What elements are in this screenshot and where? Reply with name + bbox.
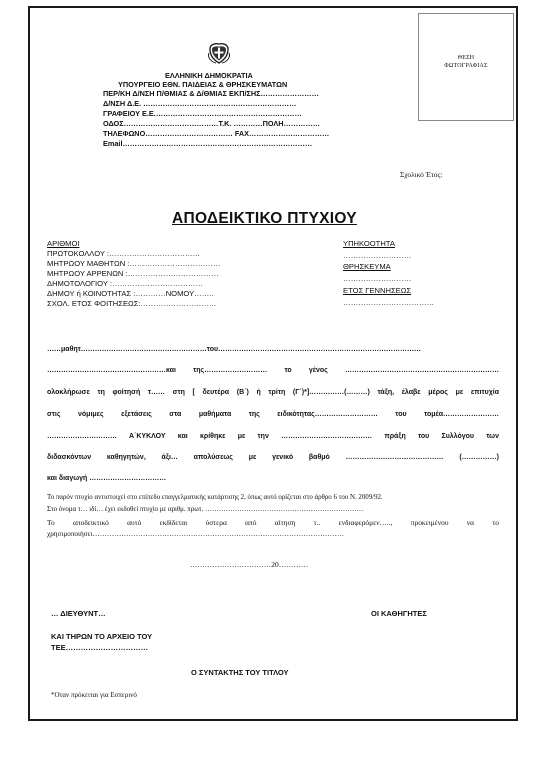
archive-school-label: ΤΕΕ…………………………… xyxy=(51,643,149,652)
note-issued-upon-request: Το αποδεικτικό αυτό εκδίδεται ύστερα από αίτηση τ.. ενδιαφερόμεν….., προκειμένου να το xyxy=(47,518,499,527)
header-office: ΓΡΑΦΕΙΟΥ Ε.Ε.…………………………………………………… xyxy=(103,109,302,118)
field-student-register: ΜΗΤΡΩΟΥ ΜΑΘΗΤΩΝ :……………………………… xyxy=(47,259,221,268)
header-phone-fax: ΤΗΛΕΦΩΝΟ……………………………… FAX…………………………… xyxy=(103,129,330,138)
field-protocol: ΠΡΩΤΟΚΟΛΛΟΥ :……………………………… xyxy=(47,249,201,258)
birth-year-blank: ……………………………… xyxy=(343,298,435,307)
body-line-cycle: ………………………… Α΄ΚΥΚΛΟΥ και κρίθηκε με την ………………………………… πράξη του Συλλόγου των xyxy=(47,433,499,440)
header-email: Email…………………………………………………………………… xyxy=(103,139,313,148)
header-ministry: ΥΠΟΥΡΓΕΙΟ ΕΘΝ. ΠΑΙΔΕΙΑΣ & ΘΡΗΣΚΕΥΜΑΤΩΝ xyxy=(118,80,288,89)
nationality-blank: ……………………… xyxy=(343,251,412,260)
field-male-register: ΜΗΤΡΩΟΥ ΑΡΡΕΝΩΝ :……………………………… xyxy=(47,269,219,278)
header-country: ΕΛΛΗΝΙΚΗ ΔΗΜΟΚΡΑΤΙΑ xyxy=(165,71,253,80)
director-signature-label: … ΔΙΕΥΘΥΝΤ… xyxy=(51,609,106,618)
note-use: χρησιμοποιήσει…………………………………………………………………………………………… xyxy=(47,530,345,538)
photo-label-line2: ΦΩΤΟΓΡΑΦΙΑΣ xyxy=(444,63,488,69)
note-level-equivalence: Το παρόν πτυχίο αντιστοιχεί στο επίπεδο επαγγελματικής κατάρτισης 2, όπως αυτό ορίζεται στο άρθρο 6 του Ν. 2009/92. xyxy=(47,494,383,501)
school-year-label: Σχολικό Έτος: xyxy=(400,170,443,179)
body-line-attendance: ολοκλήρωσε τη φοίτησή τ…… στη [ δευτέρα (Β΄) ή τρίτη (Γ΄)*]……………(………) τάξη, έλαβε μέρος με επιτυχία xyxy=(47,389,499,396)
date-line: ……………………………20………… xyxy=(190,560,309,569)
body-line-grade: διδασκόντων καθηγητών, άξι… απολύσεως με γενικό βαθμό …………………………………… (……………) xyxy=(47,454,499,461)
photo-label-line1: ΘΕΣΗ xyxy=(457,55,475,61)
body-line-student: ……μαθητ………………………………………………του…………………………………………………………………………… xyxy=(47,346,422,353)
religion-blank: ……………………… xyxy=(343,274,412,283)
field-attendance-year: ΣΧΟΛ. ΕΤΟΣ ΦΟΙΤΗΣΕΩΣ:………………………… xyxy=(47,299,217,308)
footnote-evening-school: *Οταν πρόκειται για Εσπερινό xyxy=(51,691,137,699)
note-previous-certificate: Στο όνομα τ… ιδί… έχει εκδοθεί πτυχίο με αριθμ. πρωτ. …………………………………………………………… xyxy=(47,506,364,513)
field-municipality-prefecture: ΔΗΜΟΥ ή ΚΟΙΝΟΤΗΤΑΣ :…………ΝΟΜΟΥ…….. xyxy=(47,289,214,298)
archive-keeper-label: ΚΑΙ ΤΗΡΩΝ ΤΟ ΑΡΧΕΙΟ ΤΟΥ xyxy=(51,632,153,641)
numbers-heading: ΑΡΙΘΜΟΙ xyxy=(47,239,80,248)
composer-signature-label: Ο ΣΥΝΤΑΚΤΗΣ ΤΟΥ ΤΙΤΛΟΥ xyxy=(191,668,289,677)
photo-placeholder-box xyxy=(418,13,514,121)
body-line-conduct: και διαγωγή …………………………… xyxy=(47,475,167,482)
birth-year-label: ΕΤΟΣ ΓΕΝΝΗΣΕΩΣ xyxy=(343,286,412,295)
document-sheet xyxy=(28,6,518,721)
header-address: ΟΔΟΣ…………………………………Τ.Κ. …………ΠΟΛΗ…………… xyxy=(103,119,321,128)
document-title: ΑΠΟΔΕΙΚΤΙΚΟ ΠΤΥΧΙΟΥ xyxy=(172,210,357,227)
nationality-label: ΥΠΗΚΟΟΤΗΤΑ xyxy=(343,239,395,248)
body-line-parents: ……………………………………………και της……………………… το γένος ………………………………………………………… xyxy=(47,367,499,374)
religion-label: ΘΡΗΣΚΕΥΜΑ xyxy=(343,262,391,271)
field-municipal-register: ΔΗΜΟΤΟΛΟΓΙΟΥ :……………………………… xyxy=(47,279,204,288)
teachers-signature-label: ΟΙ ΚΑΘΗΓΗΤΕΣ xyxy=(371,609,427,618)
header-directorate: Δ/ΝΣΗ Δ.Ε. ……………………………………………………… xyxy=(103,99,297,108)
header-regional-directorate: ΠΕΡ/ΚΗ Δ/ΝΣΗ Π/ΘΜΙΑΣ & Δ/ΘΜΙΑΣ ΕΚΠ/ΣΗΣ…………………… xyxy=(103,89,319,98)
greek-coat-of-arms-icon xyxy=(208,41,230,65)
body-line-exams: στις νόμιμες εξετάσεις στα μαθήματα της ειδικότητας……………………… του τομέα…………………… xyxy=(47,411,499,418)
